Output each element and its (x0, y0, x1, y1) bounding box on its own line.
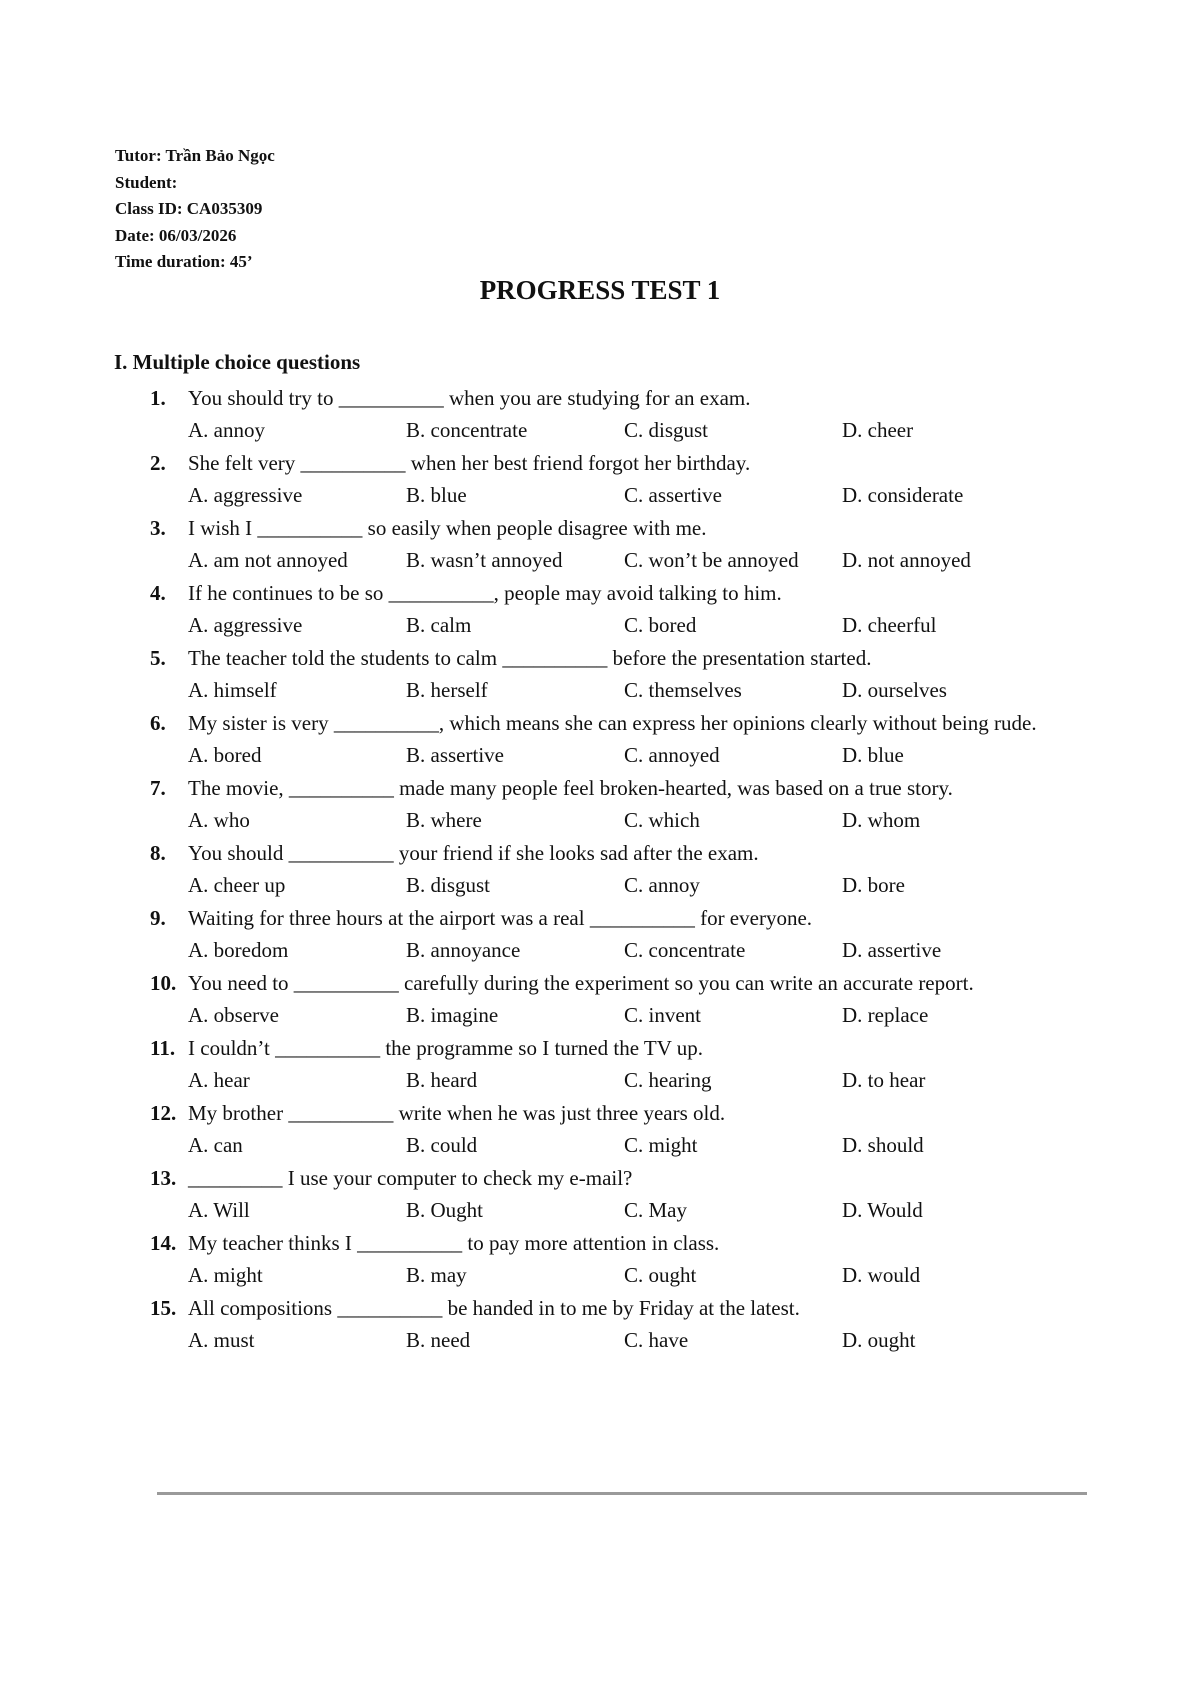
answer-option: B. herself (406, 678, 488, 702)
question-number: 3. (150, 516, 166, 540)
answer-option: D. would (842, 1263, 921, 1287)
question-number: 6. (150, 711, 166, 735)
question-text: My sister is very __________, which means she can express her opinions clearly without being rude. (188, 711, 1037, 735)
question-item (150, 707, 1080, 772)
tutor-line: Tutor: Trần Bảo Ngọc (115, 146, 275, 165)
answer-options (150, 1194, 1080, 1227)
question-text: I couldn’t __________ the programme so I turned the TV up. (188, 1036, 704, 1060)
answer-option: D. blue (842, 743, 904, 767)
question-text: She felt very __________ when her best friend forgot her birthday. (188, 451, 751, 475)
answer-options (150, 609, 1080, 642)
question-number: 11. (150, 1036, 176, 1060)
question-text: I wish I __________ so easily when people disagree with me. (188, 516, 707, 540)
question-text: My brother __________ write when he was just three years old. (188, 1101, 726, 1125)
question-list (150, 382, 1080, 1357)
question-item (150, 1032, 1080, 1097)
question-item (150, 837, 1080, 902)
answer-option: A. observe (188, 1003, 279, 1027)
answer-option: D. cheer (842, 418, 914, 442)
answer-option: C. hearing (624, 1068, 712, 1092)
page-title: PROGRESS TEST 1 (479, 275, 721, 305)
answer-option: C. assertive (624, 483, 722, 507)
answer-options (150, 804, 1080, 837)
answer-option: A. am not annoyed (188, 548, 348, 572)
question-item (150, 967, 1080, 1032)
answer-option: C. ought (624, 1263, 697, 1287)
answer-option: D. Would (842, 1198, 923, 1222)
answer-option: B. wasn’t annoyed (406, 548, 563, 572)
header-info (115, 143, 275, 276)
answer-option: D. should (842, 1133, 924, 1157)
duration-line: Time duration: 45’ (115, 252, 253, 271)
answer-option: D. not annoyed (842, 548, 971, 572)
question-number: 9. (150, 906, 166, 930)
question-text: You should try to __________ when you are studying for an exam. (188, 386, 751, 410)
answer-option: C. May (624, 1198, 687, 1222)
answer-option: A. hear (188, 1068, 250, 1092)
answer-option: B. assertive (406, 743, 504, 767)
answer-options (150, 934, 1080, 967)
answer-options (150, 739, 1080, 772)
question-number: 14. (150, 1231, 177, 1255)
question-item (150, 772, 1080, 837)
question-number: 7. (150, 776, 166, 800)
question-number: 13. (150, 1166, 177, 1190)
answer-option: A. bored (188, 743, 262, 767)
answer-options (150, 544, 1080, 577)
answer-option: B. may (406, 1263, 467, 1287)
question-text: My teacher thinks I __________ to pay more attention in class. (188, 1231, 720, 1255)
answer-options (150, 1129, 1080, 1162)
answer-option: B. concentrate (406, 418, 528, 442)
answer-options (150, 479, 1080, 512)
answer-option: D. bore (842, 873, 905, 897)
question-number: 12. (150, 1101, 177, 1125)
answer-option: C. themselves (624, 678, 742, 702)
answer-option: C. might (624, 1133, 698, 1157)
answer-option: C. annoy (624, 873, 700, 897)
answer-options (150, 1064, 1080, 1097)
answer-option: C. have (624, 1328, 689, 1352)
question-text: Waiting for three hours at the airport was a real __________ for everyone. (188, 906, 813, 930)
answer-options (150, 414, 1080, 447)
answer-option: A. cheer up (188, 873, 286, 897)
answer-option: B. could (406, 1133, 478, 1157)
question-text: If he continues to be so __________, people may avoid talking to him. (188, 581, 782, 605)
answer-option: D. to hear (842, 1068, 926, 1092)
answer-option: A. Will (188, 1198, 250, 1222)
question-text: You need to __________ carefully during the experiment so you can write an accurate report. (188, 971, 974, 995)
question-number: 1. (150, 386, 166, 410)
answer-option: B. disgust (406, 873, 491, 897)
answer-option: D. whom (842, 808, 921, 832)
answer-option: C. won’t be annoyed (624, 548, 799, 572)
answer-option: C. bored (624, 613, 697, 637)
question-item (150, 642, 1080, 707)
answer-option: A. aggressive (188, 613, 303, 637)
answer-options (150, 674, 1080, 707)
answer-options (150, 1259, 1080, 1292)
answer-option: D. cheerful (842, 613, 937, 637)
answer-option: B. imagine (406, 1003, 499, 1027)
question-text: All compositions __________ be handed in to me by Friday at the latest. (188, 1296, 800, 1320)
answer-option: C. annoyed (624, 743, 720, 767)
answer-option: B. where (406, 808, 482, 832)
answer-option: D. ought (842, 1328, 916, 1352)
question-text: You should __________ your friend if she looks sad after the exam. (188, 841, 759, 865)
answer-option: B. annoyance (406, 938, 521, 962)
question-number: 4. (150, 581, 166, 605)
question-item (150, 1097, 1080, 1162)
question-item (150, 577, 1080, 642)
answer-option: C. invent (624, 1003, 701, 1027)
question-number: 5. (150, 646, 166, 670)
question-item (150, 382, 1080, 447)
answer-option: C. concentrate (624, 938, 746, 962)
answer-option: B. Ought (406, 1198, 484, 1222)
section-title: I. Multiple choice questions (114, 350, 361, 374)
question-number: 8. (150, 841, 166, 865)
question-text: The movie, __________ made many people feel broken-hearted, was based on a true story. (188, 776, 953, 800)
question-item (150, 902, 1080, 967)
answer-options (150, 869, 1080, 902)
answer-option: A. can (188, 1133, 243, 1157)
class-id-line: Class ID: CA035309 (115, 199, 263, 218)
answer-option: D. replace (842, 1003, 929, 1027)
question-number: 15. (150, 1296, 177, 1320)
answer-option: A. who (188, 808, 250, 832)
question-item (150, 1227, 1080, 1292)
answer-option: B. heard (406, 1068, 478, 1092)
question-item (150, 1292, 1080, 1357)
answer-options (150, 1324, 1080, 1357)
question-item (150, 447, 1080, 512)
answer-option: C. disgust (624, 418, 709, 442)
answer-option: B. calm (406, 613, 472, 637)
answer-option: A. boredom (188, 938, 289, 962)
answer-options (150, 999, 1080, 1032)
question-number: 10. (150, 971, 177, 995)
student-line: Student: (115, 172, 178, 192)
answer-option: A. must (188, 1328, 255, 1352)
answer-option: A. aggressive (188, 483, 303, 507)
question-item (150, 512, 1080, 577)
answer-option: D. ourselves (842, 678, 947, 702)
answer-option: A. might (188, 1263, 263, 1287)
answer-option: A. himself (188, 678, 277, 702)
answer-option: D. considerate (842, 483, 964, 507)
date-line: Date: 06/03/2026 (115, 225, 237, 245)
question-text: The teacher told the students to calm __________ before the presentation started. (188, 646, 872, 670)
answer-option: B. blue (406, 483, 467, 507)
answer-option: D. assertive (842, 938, 942, 962)
question-item (150, 1162, 1080, 1227)
answer-option: B. need (406, 1328, 471, 1352)
question-number: 2. (150, 451, 166, 475)
answer-option: C. which (624, 808, 700, 832)
answer-option: A. annoy (188, 418, 265, 442)
question-text: _________ I use your computer to check my e-mail? (188, 1166, 633, 1190)
bottom-divider (157, 1492, 1087, 1495)
